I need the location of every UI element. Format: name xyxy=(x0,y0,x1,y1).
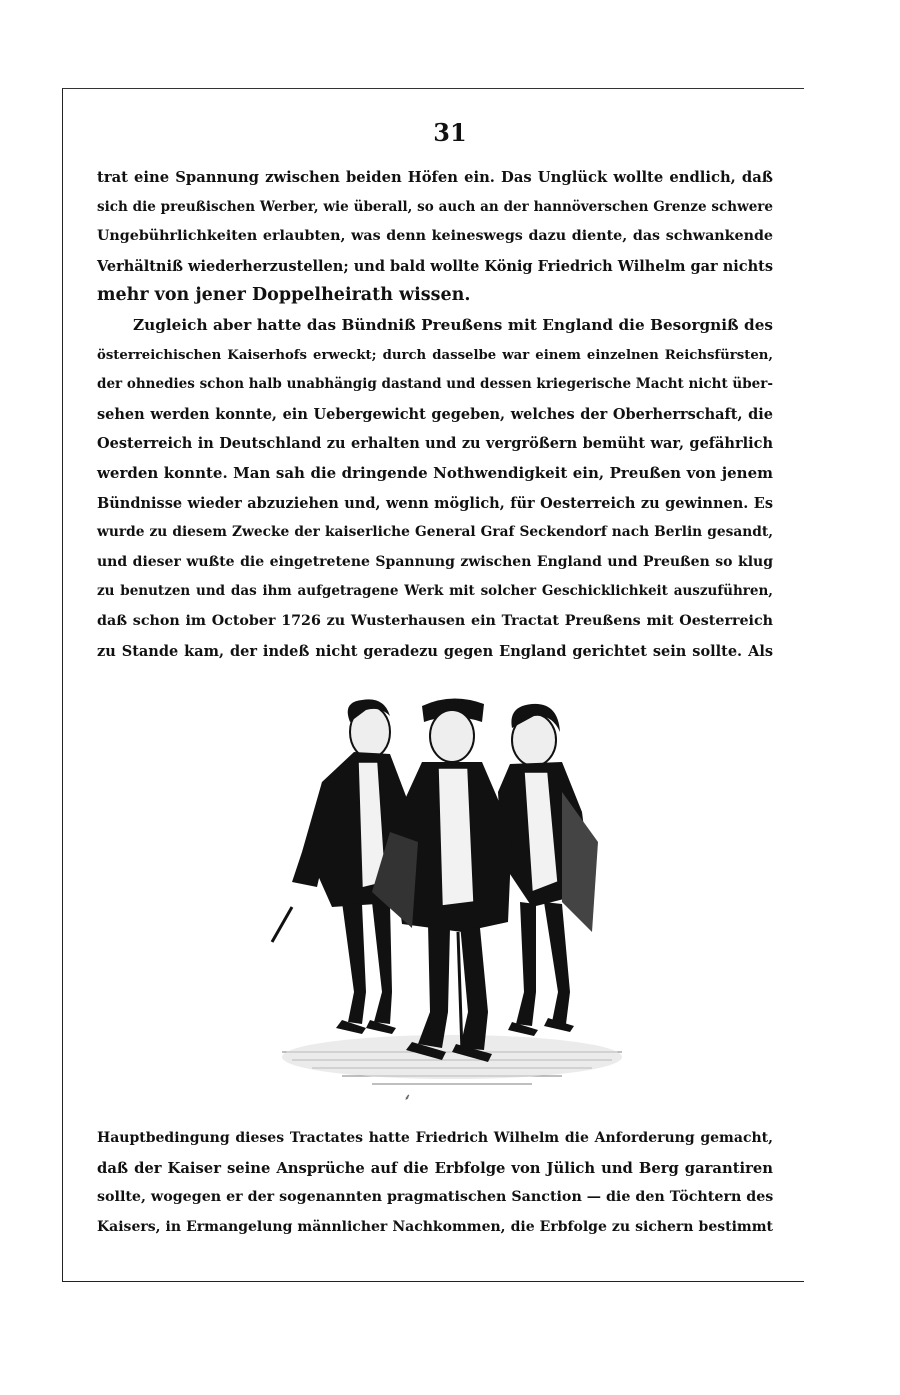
text-line: der ohnedies schon halb unabhängig dastand und dessen kriegerische Macht nicht über- xyxy=(97,376,773,393)
page-number: 31 xyxy=(433,118,467,147)
paragraph-1 xyxy=(97,163,773,311)
center-gentleman xyxy=(372,698,512,1062)
engraver-mark: ⸙ xyxy=(404,1093,411,1103)
text-line: Verhältniß wiederherzustellen; und bald wollte König Friedrich Wilhelm gar nichts xyxy=(97,257,773,275)
text-line: sich die preußischen Werber, wie überall, so auch an der hannöverschen Grenze schwere xyxy=(97,198,773,215)
text-line: Hauptbedingung dieses Tractates hatte Friedrich Wilhelm die Anforderung gemacht, xyxy=(97,1130,773,1146)
text-line: Kaisers, in Ermangelung männlicher Nachkommen, die Erbfolge zu sichern bestimmt xyxy=(97,1218,773,1235)
paragraph-2 xyxy=(97,311,773,666)
text-line: daß schon im October 1726 zu Wusterhausen ein Tractat Preußens mit Oesterreich xyxy=(97,612,773,629)
engraving-illustration xyxy=(262,692,640,1108)
text-line: sollte, wogegen er der sogenannten pragmatischen Sanction — die den Töchtern des xyxy=(97,1189,774,1206)
text-line: wurde zu diesem Zwecke der kaiserliche General Graf Seckendorf nach Berlin gesandt, xyxy=(97,524,773,541)
text-line: werden konnte. Man sah die dringende Nothwendigkeit ein, Preußen von jenem xyxy=(97,463,773,482)
text-line: Zugleich aber hatte das Bündniß Preußens mit England die Besorgniß des xyxy=(133,316,773,334)
text-line: trat eine Spannung zwischen beiden Höfen ein. Das Unglück wollte endlich, daß xyxy=(97,169,773,186)
text-line: und dieser wußte die eingetretene Spannung zwischen England und Preußen so klug xyxy=(97,553,773,570)
text-line: Ungebührlichkeiten erlaubten, was denn keineswegs dazu diente, das schwankende xyxy=(97,228,773,245)
text-line: sehen werden konnte, ein Uebergewicht gegeben, welches der Oberherrschaft, die xyxy=(97,405,773,423)
text-line: Oesterreich in Deutschland zu erhalten und zu vergrößern bemüht war, gefährlich xyxy=(97,435,773,453)
text-line: mehr von jener Doppelheirath wissen. xyxy=(97,285,471,306)
paragraph-3 xyxy=(97,1124,773,1242)
text-line: zu Stande kam, der indeß nicht geradezu gegen England gerichtet sein sollte. Als xyxy=(97,642,773,660)
text-line: daß der Kaiser seine Ansprüche auf die Erbfolge von Jülich und Berg garantiren xyxy=(97,1159,773,1177)
right-gentleman xyxy=(498,704,598,1036)
text-line: österreichischen Kaiserhofs erweckt; durch dasselbe war einem einzelnen Reichsfürsten, xyxy=(97,347,773,363)
text-line: zu benutzen und das ihm aufgetragene Werk mit solcher Geschicklichkeit auszuführen, xyxy=(97,583,773,600)
text-line: Bündnisse wieder abzuziehen und, wenn möglich, für Oesterreich zu gewinnen. Es xyxy=(97,494,773,512)
